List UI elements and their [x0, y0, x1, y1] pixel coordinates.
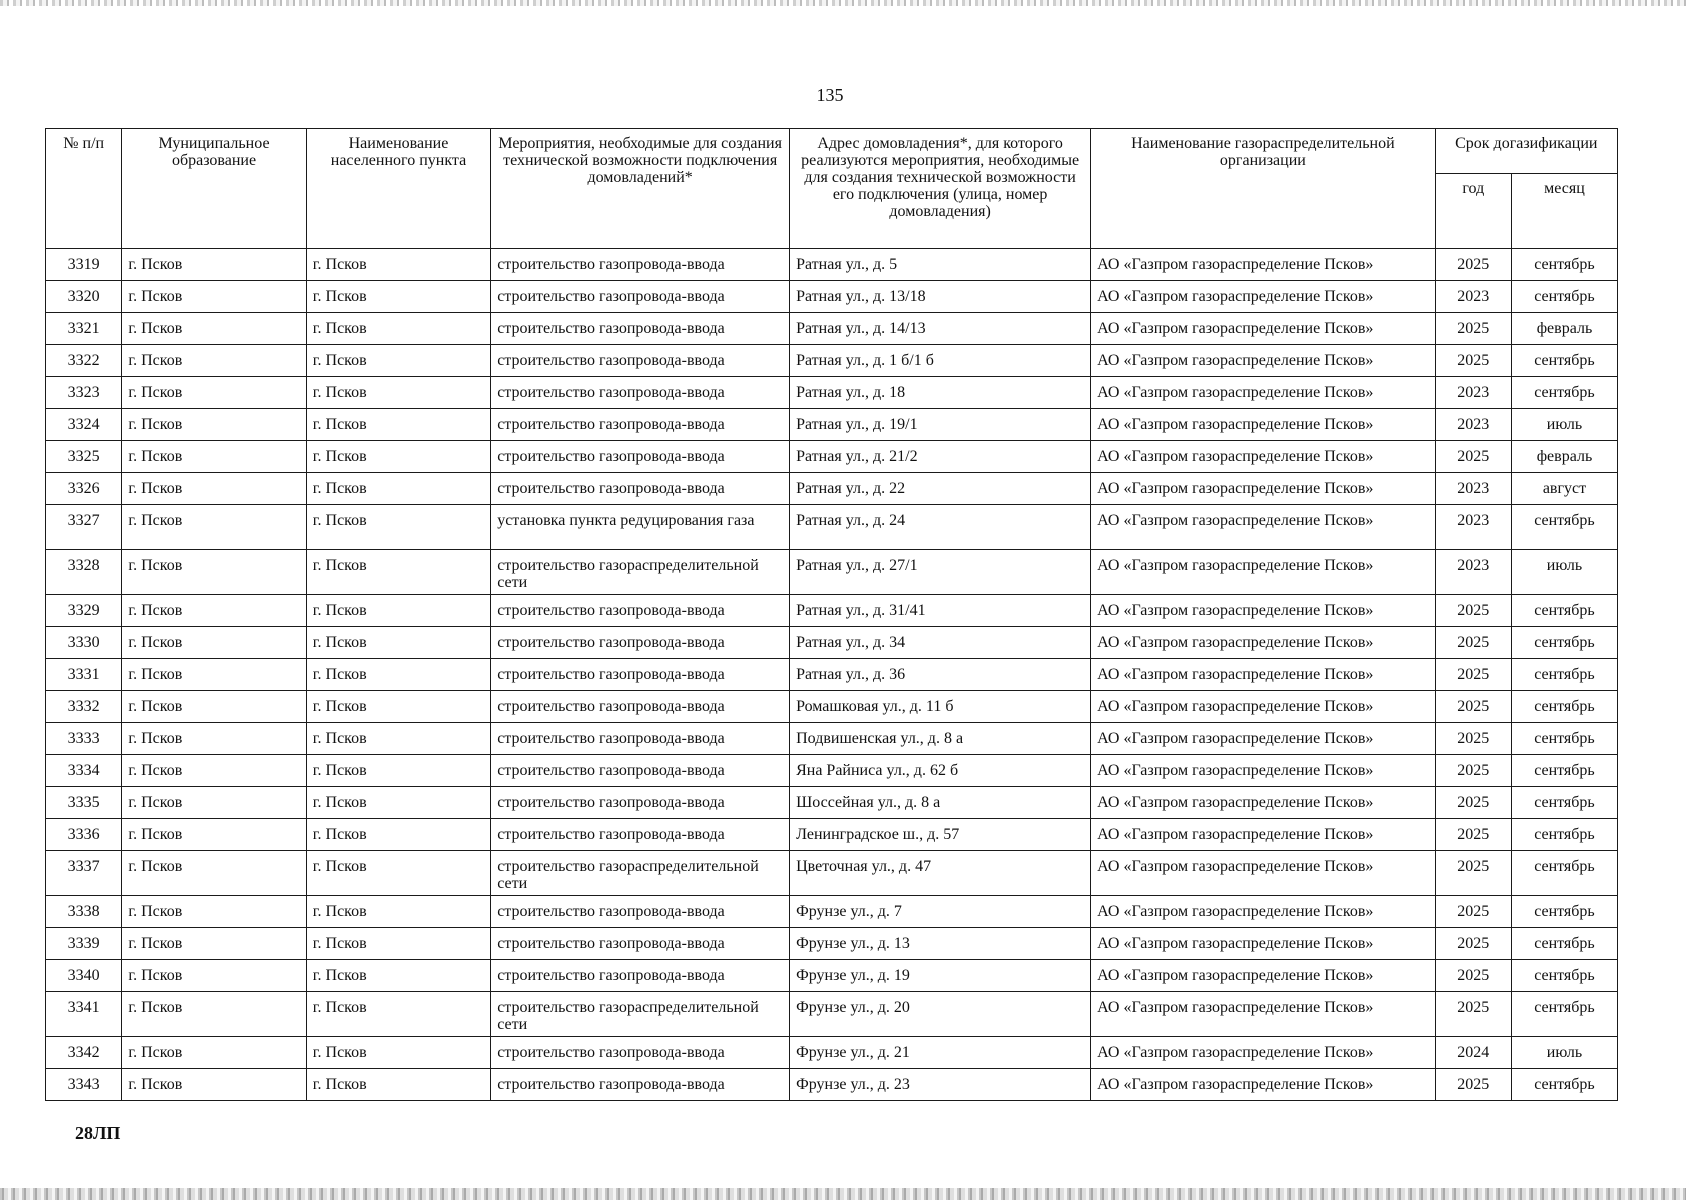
- cell-locality: г. Псков: [306, 928, 490, 960]
- cell-org: АО «Газпром газораспределение Псков»: [1091, 723, 1436, 755]
- table-row: [46, 819, 1618, 851]
- cell-month: сентябрь: [1511, 819, 1617, 851]
- cell-num: 3319: [46, 249, 122, 281]
- table-row: [46, 473, 1618, 505]
- cell-measure: строительство газопровода-ввода: [491, 249, 790, 281]
- table-header: [46, 129, 1618, 249]
- table-row: [46, 409, 1618, 441]
- cell-month: сентябрь: [1511, 723, 1617, 755]
- cell-municipality: г. Псков: [122, 896, 306, 928]
- cell-num: 3336: [46, 819, 122, 851]
- cell-num: 3320: [46, 281, 122, 313]
- cell-num: 3340: [46, 960, 122, 992]
- cell-measure: строительство газопровода-ввода: [491, 723, 790, 755]
- cell-locality: г. Псков: [306, 960, 490, 992]
- cell-org: АО «Газпром газораспределение Псков»: [1091, 787, 1436, 819]
- cell-org: АО «Газпром газораспределение Псков»: [1091, 851, 1436, 896]
- cell-month: сентябрь: [1511, 787, 1617, 819]
- table-body: [46, 249, 1618, 1101]
- cell-locality: г. Псков: [306, 691, 490, 723]
- table-row: [46, 345, 1618, 377]
- cell-locality: г. Псков: [306, 595, 490, 627]
- cell-municipality: г. Псков: [122, 441, 306, 473]
- cell-num: 3327: [46, 505, 122, 550]
- cell-month: сентябрь: [1511, 377, 1617, 409]
- cell-municipality: г. Псков: [122, 992, 306, 1037]
- cell-locality: г. Псков: [306, 249, 490, 281]
- cell-address: Яна Райниса ул., д. 62 б: [790, 755, 1091, 787]
- cell-locality: г. Псков: [306, 377, 490, 409]
- cell-municipality: г. Псков: [122, 627, 306, 659]
- cell-year: 2023: [1435, 473, 1511, 505]
- cell-org: АО «Газпром газораспределение Псков»: [1091, 1069, 1436, 1101]
- cell-org: АО «Газпром газораспределение Псков»: [1091, 992, 1436, 1037]
- cell-measure: строительство газопровода-ввода: [491, 313, 790, 345]
- cell-num: 3335: [46, 787, 122, 819]
- cell-measure: строительство газораспределительной сети: [491, 851, 790, 896]
- cell-org: АО «Газпром газораспределение Псков»: [1091, 409, 1436, 441]
- header-measures: Мероприятия, необходимые для создания технической возможности подключения домовладений*: [491, 129, 790, 249]
- cell-locality: г. Псков: [306, 992, 490, 1037]
- cell-year: 2025: [1435, 1069, 1511, 1101]
- cell-address: Ратная ул., д. 22: [790, 473, 1091, 505]
- gasification-table: [45, 128, 1618, 1101]
- table-row: [46, 249, 1618, 281]
- table-row: [46, 595, 1618, 627]
- cell-locality: г. Псков: [306, 505, 490, 550]
- cell-year: 2025: [1435, 345, 1511, 377]
- cell-measure: строительство газораспределительной сети: [491, 550, 790, 595]
- cell-locality: г. Псков: [306, 313, 490, 345]
- cell-num: 3326: [46, 473, 122, 505]
- header-num: № п/п: [46, 129, 122, 249]
- header-year: год: [1435, 174, 1511, 249]
- header-locality: Наименование населенного пункта: [306, 129, 490, 249]
- cell-org: АО «Газпром газораспределение Псков»: [1091, 249, 1436, 281]
- cell-locality: г. Псков: [306, 441, 490, 473]
- table-row: [46, 313, 1618, 345]
- cell-year: 2023: [1435, 550, 1511, 595]
- cell-municipality: г. Псков: [122, 851, 306, 896]
- cell-municipality: г. Псков: [122, 473, 306, 505]
- table-row: [46, 550, 1618, 595]
- cell-municipality: г. Псков: [122, 1069, 306, 1101]
- header-deadline: Срок догазификации: [1435, 129, 1617, 174]
- cell-month: сентябрь: [1511, 627, 1617, 659]
- cell-year: 2025: [1435, 928, 1511, 960]
- table-row: [46, 723, 1618, 755]
- cell-measure: строительство газопровода-ввода: [491, 787, 790, 819]
- table-row: [46, 851, 1618, 896]
- cell-locality: г. Псков: [306, 896, 490, 928]
- cell-measure: строительство газопровода-ввода: [491, 1069, 790, 1101]
- cell-num: 3329: [46, 595, 122, 627]
- cell-municipality: г. Псков: [122, 281, 306, 313]
- cell-municipality: г. Псков: [122, 691, 306, 723]
- cell-num: 3338: [46, 896, 122, 928]
- cell-num: 3339: [46, 928, 122, 960]
- cell-month: сентябрь: [1511, 505, 1617, 550]
- cell-address: Фрунзе ул., д. 20: [790, 992, 1091, 1037]
- cell-measure: строительство газопровода-ввода: [491, 345, 790, 377]
- table-row: [46, 787, 1618, 819]
- cell-year: 2025: [1435, 595, 1511, 627]
- cell-year: 2025: [1435, 691, 1511, 723]
- cell-locality: г. Псков: [306, 1037, 490, 1069]
- cell-locality: г. Псков: [306, 819, 490, 851]
- cell-address: Ленинградское ш., д. 57: [790, 819, 1091, 851]
- cell-org: АО «Газпром газораспределение Псков»: [1091, 960, 1436, 992]
- cell-month: сентябрь: [1511, 281, 1617, 313]
- header-month: месяц: [1511, 174, 1617, 249]
- cell-municipality: г. Псков: [122, 249, 306, 281]
- cell-num: 3331: [46, 659, 122, 691]
- cell-month: сентябрь: [1511, 1069, 1617, 1101]
- cell-address: Фрунзе ул., д. 19: [790, 960, 1091, 992]
- cell-org: АО «Газпром газораспределение Псков»: [1091, 595, 1436, 627]
- cell-measure: строительство газопровода-ввода: [491, 441, 790, 473]
- cell-locality: г. Псков: [306, 281, 490, 313]
- cell-measure: строительство газопровода-ввода: [491, 1037, 790, 1069]
- cell-measure: строительство газопровода-ввода: [491, 473, 790, 505]
- cell-num: 3334: [46, 755, 122, 787]
- cell-measure: строительство газопровода-ввода: [491, 659, 790, 691]
- table-row: [46, 1069, 1618, 1101]
- cell-month: сентябрь: [1511, 992, 1617, 1037]
- cell-year: 2025: [1435, 659, 1511, 691]
- cell-num: 3322: [46, 345, 122, 377]
- table-row: [46, 960, 1618, 992]
- cell-locality: г. Псков: [306, 787, 490, 819]
- cell-municipality: г. Псков: [122, 377, 306, 409]
- cell-num: 3341: [46, 992, 122, 1037]
- table-row: [46, 928, 1618, 960]
- cell-measure: установка пункта редуцирования газа: [491, 505, 790, 550]
- cell-org: АО «Газпром газораспределение Псков»: [1091, 691, 1436, 723]
- cell-municipality: г. Псков: [122, 755, 306, 787]
- cell-municipality: г. Псков: [122, 409, 306, 441]
- cell-address: Шоссейная ул., д. 8 а: [790, 787, 1091, 819]
- cell-locality: г. Псков: [306, 627, 490, 659]
- cell-month: июль: [1511, 550, 1617, 595]
- table-row: [46, 281, 1618, 313]
- cell-month: сентябрь: [1511, 851, 1617, 896]
- table-row: [46, 627, 1618, 659]
- cell-measure: строительство газопровода-ввода: [491, 281, 790, 313]
- cell-measure: строительство газопровода-ввода: [491, 928, 790, 960]
- cell-address: Ратная ул., д. 27/1: [790, 550, 1091, 595]
- cell-measure: строительство газопровода-ввода: [491, 896, 790, 928]
- cell-address: Ратная ул., д. 24: [790, 505, 1091, 550]
- cell-num: 3333: [46, 723, 122, 755]
- cell-locality: г. Псков: [306, 851, 490, 896]
- cell-municipality: г. Псков: [122, 659, 306, 691]
- table-row: [46, 755, 1618, 787]
- cell-locality: г. Псков: [306, 755, 490, 787]
- cell-address: Фрунзе ул., д. 7: [790, 896, 1091, 928]
- cell-measure: строительство газопровода-ввода: [491, 691, 790, 723]
- cell-org: АО «Газпром газораспределение Псков»: [1091, 281, 1436, 313]
- table-row: [46, 441, 1618, 473]
- cell-year: 2025: [1435, 627, 1511, 659]
- cell-org: АО «Газпром газораспределение Псков»: [1091, 1037, 1436, 1069]
- cell-measure: строительство газопровода-ввода: [491, 377, 790, 409]
- cell-num: 3343: [46, 1069, 122, 1101]
- cell-municipality: г. Псков: [122, 928, 306, 960]
- cell-year: 2023: [1435, 377, 1511, 409]
- cell-locality: г. Псков: [306, 1069, 490, 1101]
- cell-year: 2023: [1435, 505, 1511, 550]
- cell-municipality: г. Псков: [122, 505, 306, 550]
- cell-measure: строительство газопровода-ввода: [491, 409, 790, 441]
- cell-month: сентябрь: [1511, 345, 1617, 377]
- cell-year: 2024: [1435, 1037, 1511, 1069]
- cell-municipality: г. Псков: [122, 1037, 306, 1069]
- cell-month: февраль: [1511, 313, 1617, 345]
- cell-municipality: г. Псков: [122, 787, 306, 819]
- cell-month: сентябрь: [1511, 691, 1617, 723]
- cell-num: 3332: [46, 691, 122, 723]
- header-address: Адрес домовладения*, для которого реализуются мероприятия, необходимые для создания технической возможности его подключения (улица, номер домовладения): [790, 129, 1091, 249]
- cell-num: 3337: [46, 851, 122, 896]
- cell-address: Фрунзе ул., д. 23: [790, 1069, 1091, 1101]
- cell-month: сентябрь: [1511, 928, 1617, 960]
- cell-measure: строительство газопровода-ввода: [491, 819, 790, 851]
- cell-address: Ратная ул., д. 19/1: [790, 409, 1091, 441]
- cell-year: 2025: [1435, 896, 1511, 928]
- table-row: [46, 896, 1618, 928]
- cell-num: 3342: [46, 1037, 122, 1069]
- table-row: [46, 992, 1618, 1037]
- cell-month: июль: [1511, 409, 1617, 441]
- cell-year: 2025: [1435, 851, 1511, 896]
- cell-locality: г. Псков: [306, 473, 490, 505]
- cell-org: АО «Газпром газораспределение Псков»: [1091, 313, 1436, 345]
- cell-address: Ратная ул., д. 5: [790, 249, 1091, 281]
- scan-edge-top: [0, 0, 1686, 6]
- cell-address: Ромашковая ул., д. 11 б: [790, 691, 1091, 723]
- cell-address: Цветочная ул., д. 47: [790, 851, 1091, 896]
- cell-locality: г. Псков: [306, 659, 490, 691]
- cell-month: сентябрь: [1511, 595, 1617, 627]
- cell-measure: строительство газораспределительной сети: [491, 992, 790, 1037]
- cell-org: АО «Газпром газораспределение Псков»: [1091, 377, 1436, 409]
- cell-address: Ратная ул., д. 13/18: [790, 281, 1091, 313]
- cell-year: 2025: [1435, 313, 1511, 345]
- table-row: [46, 505, 1618, 550]
- cell-num: 3323: [46, 377, 122, 409]
- cell-measure: строительство газопровода-ввода: [491, 595, 790, 627]
- cell-measure: строительство газопровода-ввода: [491, 627, 790, 659]
- header-municipality: Муниципальное образование: [122, 129, 306, 249]
- cell-org: АО «Газпром газораспределение Псков»: [1091, 627, 1436, 659]
- cell-address: Ратная ул., д. 34: [790, 627, 1091, 659]
- cell-locality: г. Псков: [306, 345, 490, 377]
- cell-address: Ратная ул., д. 21/2: [790, 441, 1091, 473]
- cell-org: АО «Газпром газораспределение Псков»: [1091, 659, 1436, 691]
- cell-year: 2025: [1435, 819, 1511, 851]
- cell-locality: г. Псков: [306, 550, 490, 595]
- cell-year: 2023: [1435, 409, 1511, 441]
- cell-org: АО «Газпром газораспределение Псков»: [1091, 441, 1436, 473]
- cell-num: 3324: [46, 409, 122, 441]
- cell-org: АО «Газпром газораспределение Псков»: [1091, 473, 1436, 505]
- cell-year: 2025: [1435, 249, 1511, 281]
- table-row: [46, 1037, 1618, 1069]
- cell-measure: строительство газопровода-ввода: [491, 960, 790, 992]
- cell-municipality: г. Псков: [122, 595, 306, 627]
- cell-address: Подвишенская ул., д. 8 а: [790, 723, 1091, 755]
- cell-measure: строительство газопровода-ввода: [491, 755, 790, 787]
- cell-month: сентябрь: [1511, 896, 1617, 928]
- cell-municipality: г. Псков: [122, 723, 306, 755]
- cell-org: АО «Газпром газораспределение Псков»: [1091, 928, 1436, 960]
- cell-year: 2025: [1435, 723, 1511, 755]
- cell-org: АО «Газпром газораспределение Псков»: [1091, 505, 1436, 550]
- cell-num: 3330: [46, 627, 122, 659]
- cell-org: АО «Газпром газораспределение Псков»: [1091, 896, 1436, 928]
- cell-org: АО «Газпром газораспределение Псков»: [1091, 550, 1436, 595]
- cell-address: Ратная ул., д. 1 б/1 б: [790, 345, 1091, 377]
- table-row: [46, 659, 1618, 691]
- cell-year: 2025: [1435, 755, 1511, 787]
- scan-edge-bottom: [0, 1188, 1686, 1200]
- cell-locality: г. Псков: [306, 723, 490, 755]
- cell-month: сентябрь: [1511, 249, 1617, 281]
- cell-org: АО «Газпром газораспределение Псков»: [1091, 345, 1436, 377]
- page-number: 135: [816, 85, 844, 105]
- cell-municipality: г. Псков: [122, 819, 306, 851]
- cell-month: июль: [1511, 1037, 1617, 1069]
- cell-municipality: г. Псков: [122, 550, 306, 595]
- cell-month: август: [1511, 473, 1617, 505]
- cell-year: 2025: [1435, 441, 1511, 473]
- cell-num: 3321: [46, 313, 122, 345]
- cell-locality: г. Псков: [306, 409, 490, 441]
- cell-address: Ратная ул., д. 36: [790, 659, 1091, 691]
- cell-address: Ратная ул., д. 14/13: [790, 313, 1091, 345]
- cell-municipality: г. Псков: [122, 345, 306, 377]
- cell-address: Ратная ул., д. 18: [790, 377, 1091, 409]
- cell-year: 2025: [1435, 787, 1511, 819]
- cell-year: 2023: [1435, 281, 1511, 313]
- cell-org: АО «Газпром газораспределение Псков»: [1091, 819, 1436, 851]
- table-row: [46, 691, 1618, 723]
- cell-year: 2025: [1435, 960, 1511, 992]
- cell-municipality: г. Псков: [122, 960, 306, 992]
- cell-org: АО «Газпром газораспределение Псков»: [1091, 755, 1436, 787]
- header-organization: Наименование газораспределительной организации: [1091, 129, 1436, 249]
- cell-num: 3328: [46, 550, 122, 595]
- cell-num: 3325: [46, 441, 122, 473]
- document-code: 28ЛП: [75, 1123, 121, 1143]
- cell-month: сентябрь: [1511, 960, 1617, 992]
- cell-month: сентябрь: [1511, 659, 1617, 691]
- table-row: [46, 377, 1618, 409]
- cell-address: Ратная ул., д. 31/41: [790, 595, 1091, 627]
- cell-month: февраль: [1511, 441, 1617, 473]
- cell-year: 2025: [1435, 992, 1511, 1037]
- cell-address: Фрунзе ул., д. 13: [790, 928, 1091, 960]
- cell-month: сентябрь: [1511, 755, 1617, 787]
- cell-address: Фрунзе ул., д. 21: [790, 1037, 1091, 1069]
- cell-municipality: г. Псков: [122, 313, 306, 345]
